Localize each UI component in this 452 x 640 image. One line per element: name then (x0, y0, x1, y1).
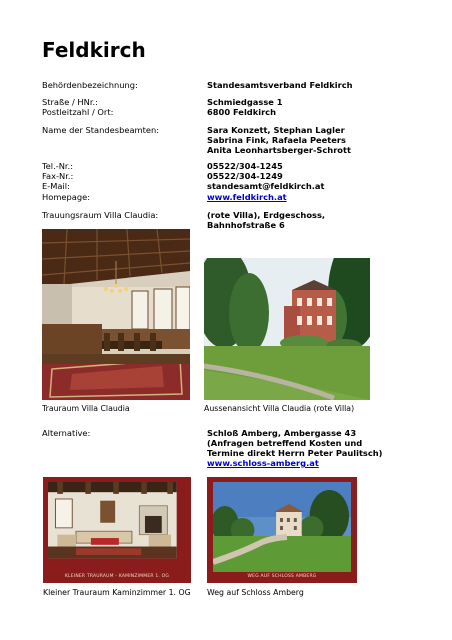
label-alternative: Alternative: (42, 428, 91, 438)
label-email: E-Mail: (42, 181, 70, 191)
small-room-frame-text: KLEINER TRAURAUM - KAMINZIMMER 1. OG (64, 574, 170, 579)
value-street: Schmiedgasse 1 (207, 97, 283, 107)
value-wedding-room-1: (rote Villa), Erdgeschoss, (207, 210, 326, 220)
value-email[interactable]: standesamt@feldkirch.at (207, 181, 325, 191)
photo-exterior-villa-claudia (204, 258, 370, 400)
label-homepage: Homepage: (42, 192, 91, 202)
label-phone: Tel.-Nr.: (42, 161, 73, 171)
photo-small-wedding-room (43, 477, 191, 583)
value-phone: 05522/304-1245 (207, 161, 283, 171)
alternative-line-2: (Anfragen betreffend Kosten und (207, 438, 363, 448)
alternative-link-wrapper (207, 458, 319, 469)
schloss-amberg-link[interactable]: www.schloss-amberg.at (207, 458, 319, 468)
value-registrars-1: Sara Konzett, Stephan Lagler (207, 125, 345, 135)
page-title: Feldkirch (42, 38, 146, 62)
value-authority: Standesamtsverband Feldkirch (207, 80, 353, 90)
label-authority: Behördenbezeichnung: (42, 80, 138, 90)
value-wedding-room-2: Bahnhofstraße 6 (207, 220, 285, 230)
caption-exterior: Aussenansicht Villa Claudia (rote Villa) (204, 404, 355, 413)
label-wedding-room: Trauungsraum Villa Claudia: (42, 210, 159, 220)
label-fax: Fax-Nr.: (42, 171, 74, 181)
alternative-line-3: Termine direkt Herrn Peter Paulitsch) (207, 448, 383, 458)
homepage-link-wrapper (207, 192, 287, 203)
path-frame-text: WEG AUF SCHLOSS AMBERG (247, 574, 317, 579)
photo-interior-villa-claudia (42, 229, 190, 400)
value-registrars-2: Sabrina Fink, Rafaela Peeters (207, 135, 346, 145)
value-postcode: 6800 Feldkirch (207, 107, 277, 117)
alternative-line-1: Schloß Amberg, Ambergasse 43 (207, 428, 357, 438)
photo-path-schloss-amberg (207, 477, 357, 583)
caption-path: Weg auf Schloss Amberg (207, 588, 304, 597)
caption-small-room: Kleiner Trauraum Kaminzimmer 1. OG (43, 588, 191, 597)
label-postcode: Postleitzahl / Ort: (42, 107, 114, 117)
label-street: Straße / HNr.: (42, 97, 98, 107)
value-registrars-3: Anita Leonhartsberger-Schrott (207, 145, 351, 155)
homepage-link[interactable]: www.feldkirch.at (207, 192, 287, 202)
label-registrars: Name der Standesbeamten: (42, 125, 160, 135)
value-fax: 05522/304-1249 (207, 171, 283, 181)
caption-interior: Trauraum Villa Claudia (42, 404, 130, 413)
